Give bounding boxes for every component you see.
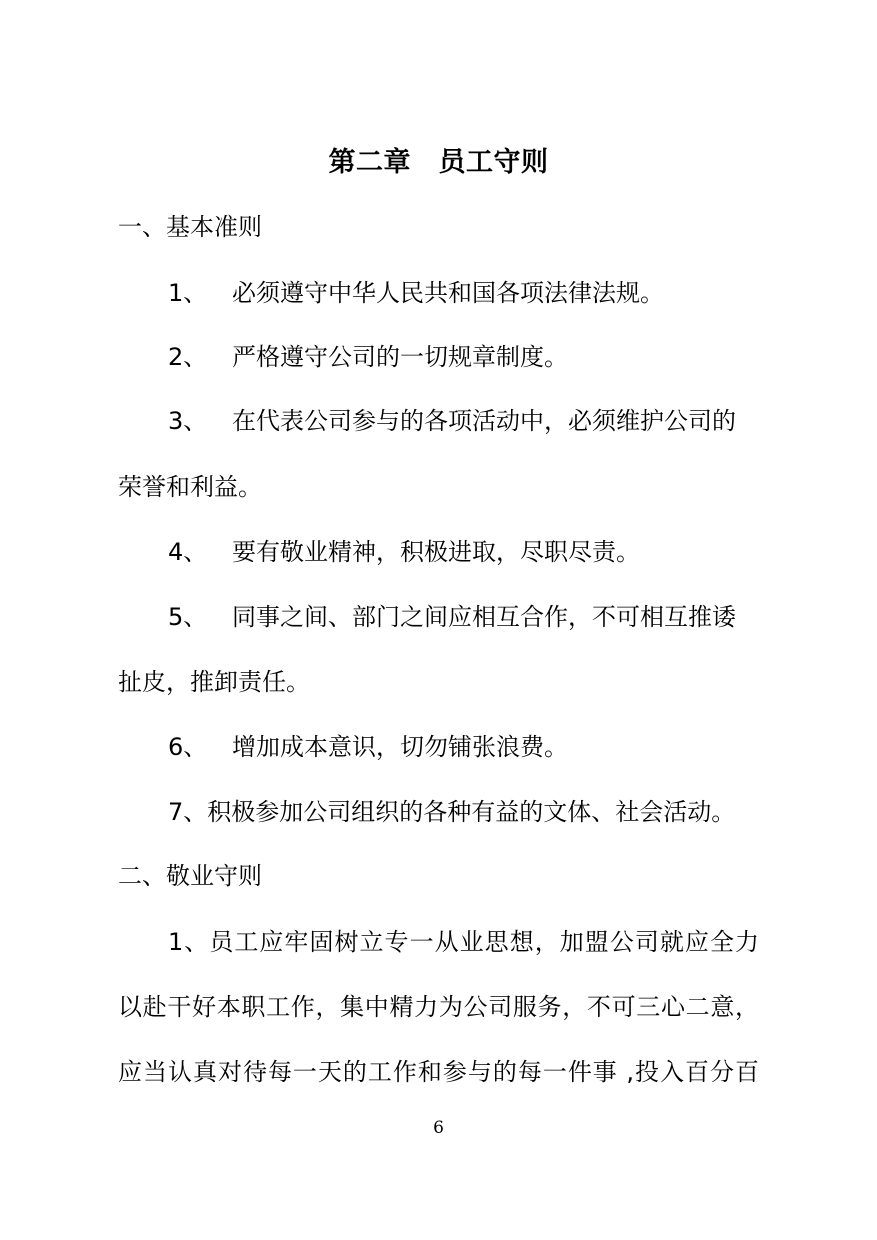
rule-item-2 <box>168 340 568 374</box>
rule-number: 4、 <box>168 538 208 566</box>
rule-item-7: 7、积极参加公司组织的各种有益的文体、社会活动。 <box>168 798 736 826</box>
rule-item-5 <box>168 600 736 634</box>
rule-text: 同事之间、部门之间应相互合作，不可相互推诿 <box>232 603 736 631</box>
rule-number: 6、 <box>168 733 208 761</box>
rule-item-6 <box>168 730 568 764</box>
rule-number: 5、 <box>168 603 208 631</box>
paragraph-line: 以赴干好本职工作，集中精力为公司服务，不可三心二意， <box>118 993 759 1021</box>
rule-number: 3、 <box>168 407 208 435</box>
rule-item-1 <box>168 276 664 310</box>
rule-text: 必须遵守中华人民共和国各项法律法规。 <box>232 279 664 307</box>
rule-text: 要有敬业精神，积极进取，尽职尽责。 <box>232 538 640 566</box>
rule-text: 严格遵守公司的一切规章制度。 <box>232 343 568 371</box>
section-heading-dedication-rules: 二、敬业守则 <box>118 862 262 890</box>
rule-text: 增加成本意识，切勿铺张浪费。 <box>232 733 568 761</box>
paragraph-line: 1、员工应牢固树立专一从业思想，加盟公司就应全力 <box>168 928 759 956</box>
paragraph-line: 应当认真对待每一天的工作和参与的每一件事 ,投入百分百 <box>118 1058 759 1086</box>
rule-number: 1、 <box>168 279 208 307</box>
rule-item-3-continuation: 荣誉和利益。 <box>118 473 262 501</box>
rule-item-3 <box>168 404 736 438</box>
chapter-title: 第二章 员工守则 <box>328 147 549 178</box>
page-number: 6 <box>433 1118 444 1138</box>
rule-text: 在代表公司参与的各项活动中，必须维护公司的 <box>232 407 736 435</box>
rule-item-5-continuation: 扯皮，推卸责任。 <box>118 668 310 696</box>
rule-number: 2、 <box>168 343 208 371</box>
rule-item-4 <box>168 535 640 569</box>
section-heading-basic-rules: 一、基本准则 <box>118 213 262 241</box>
